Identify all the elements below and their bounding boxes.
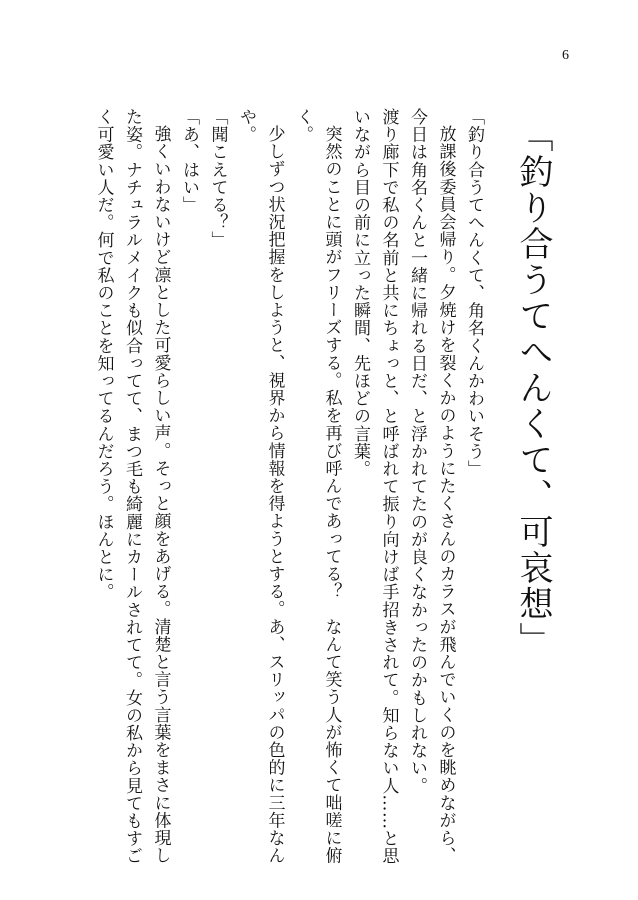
body-text (89, 108, 488, 868)
paragraph: 少しずつ状況把握をしようと、視界から情報を得ようとする。あ、スリッパの色的に三年なんや。 (236, 108, 285, 865)
paragraph: 突然のことに頭がフリーズする。私を再び呼んであってる？ なんて笑う人が怖くて咄嗟に俯く。 (293, 108, 342, 865)
paragraph: 渡り廊下で私の名前と共にちょっと、と呼ばれて振り向けば手招きされて。知らない人……と思いながら目の前に立った瞬間、先ほどの言葉。 (350, 108, 399, 865)
chapter-title: 「釣り合うてへんくて、可哀想」 (513, 118, 553, 658)
paragraph: 「聞こえてる？」 (207, 108, 228, 249)
paragraph: 「釣り合うてへんくて、角名くんかわいそう」 (464, 108, 484, 478)
page-number: 6 (562, 48, 569, 63)
paragraph: 放課後委員会帰り。夕焼けを裂くかのようにたくさんのカラスが飛んでいくのを眺めながら、今日は角名くんと一緒に帰れる日だ、と浮かれてたのが良くなかったのかもしれない。 (407, 108, 456, 865)
paragraph: 強くいわないけど凛とした可愛らしい声。そっと顔をあげる。清楚と言う言葉をまさに体現した姿。ナチュラルメイクも似合ってて、まつ毛も綺麗にカールされてて。女の私から見てもすごく可愛い人だ。何で私のことを知ってるんだろう。ほんとに。 (93, 108, 171, 865)
paragraph: 「あ、はい」 (179, 108, 199, 214)
